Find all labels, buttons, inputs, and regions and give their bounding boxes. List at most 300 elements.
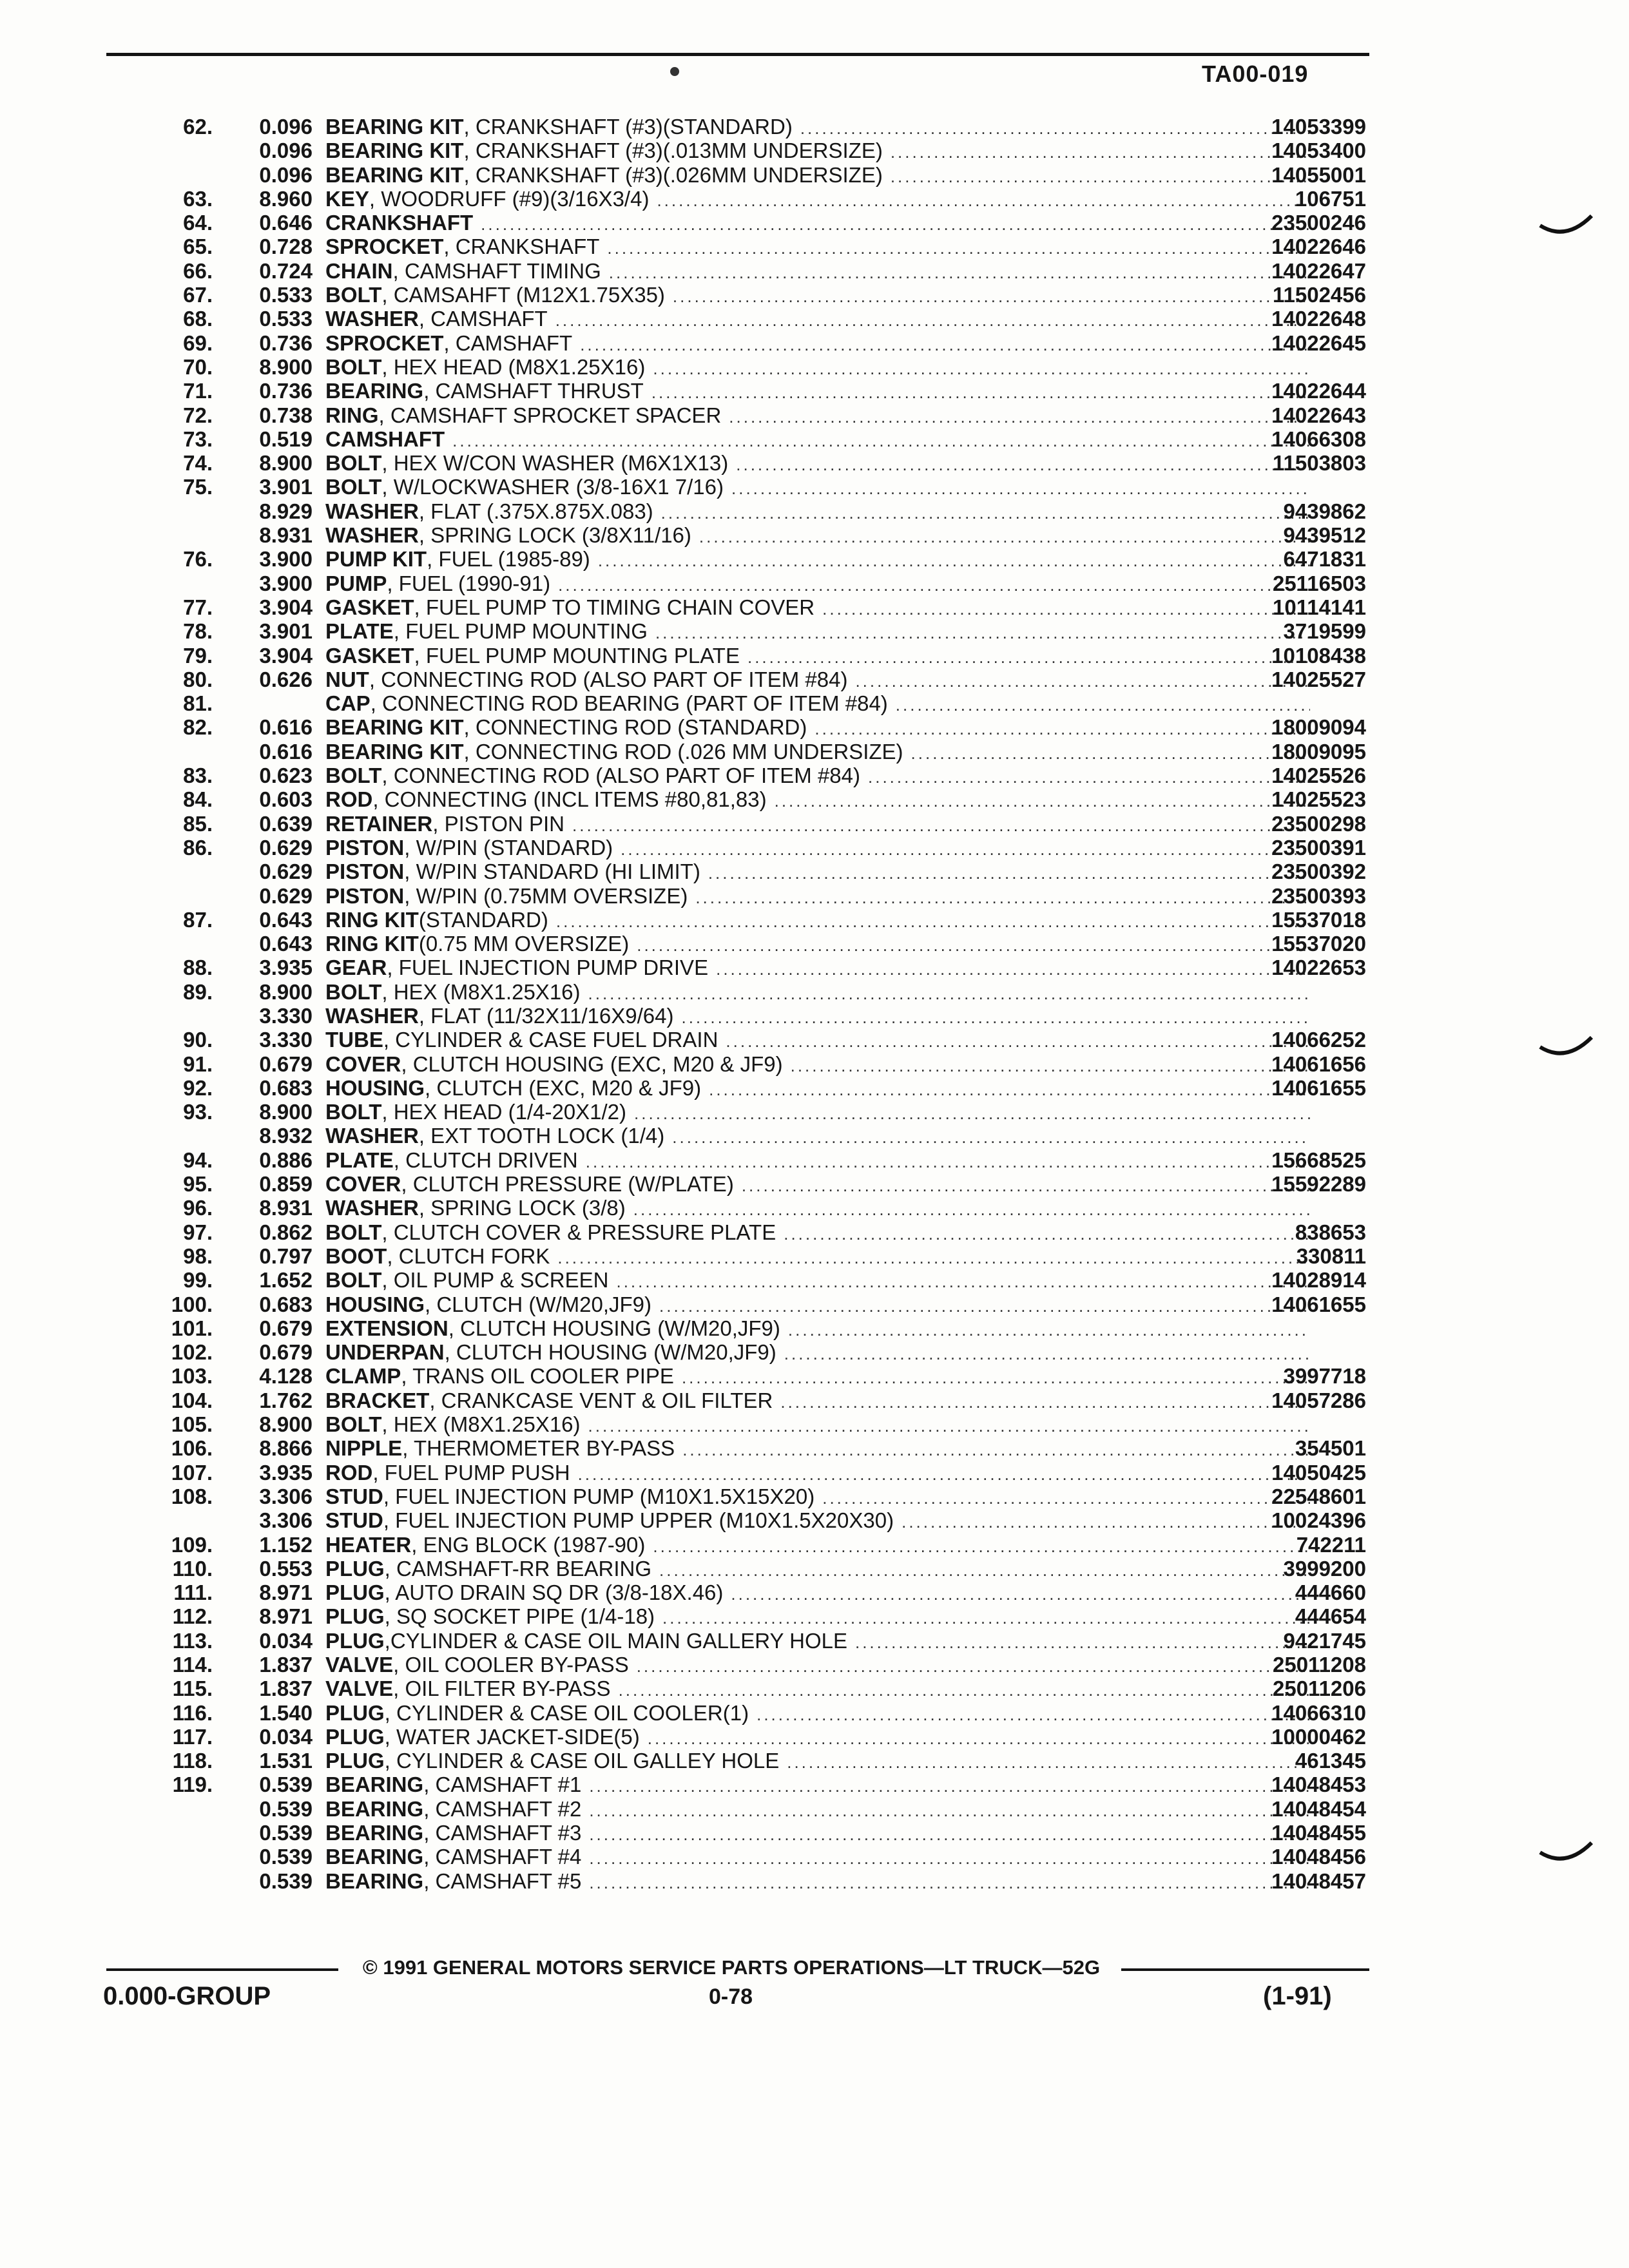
part-name: BOOT [325,1244,387,1268]
part-detail: , FLAT (11/32X11/16X9/64) [418,1003,674,1028]
table-row [103,547,1366,571]
dot-leader [648,1727,1310,1751]
part-number: 18009095 [1271,739,1366,764]
item-number: 115. [172,1677,213,1701]
group-number: 3.306 [259,1508,313,1533]
part-number: 10108438 [1271,643,1366,668]
part-detail: , CAMSHAFT TIMING [392,258,601,283]
part-number: 14066308 [1271,427,1366,451]
item-number: 91. [183,1052,213,1076]
table-row [103,1485,1366,1508]
part-name: BOLT [325,1100,382,1124]
part-name: WASHER [325,499,419,523]
item-number: 86. [183,835,213,860]
group-number: 4.128 [259,1364,313,1389]
part-description [325,1196,1318,1222]
part-description [325,1508,1318,1534]
part-description [325,1076,1318,1102]
dot-leader [736,453,1310,477]
part-name: BOLT [325,475,382,499]
part-description [325,715,1318,741]
dot-leader [555,309,1310,332]
part-number: 10114141 [1272,595,1366,619]
table-row [103,1076,1366,1100]
part-detail: (STANDARD) [418,907,548,932]
part-detail: ,CYLINDER & CASE OIL MAIN GALLERY HOLE [384,1628,847,1653]
part-detail: , FUEL PUMP MOUNTING PLATE [414,643,740,668]
part-name: BOLT [325,283,382,307]
part-name: PISTON [325,883,405,908]
table-row [103,331,1366,355]
part-description [325,619,1318,645]
table-row [103,1052,1366,1076]
table-row [103,691,1366,715]
part-detail: , CLUTCH HOUSING (W/M20,JF9) [448,1316,780,1340]
table-row [103,1316,1366,1340]
part-description [325,115,1318,140]
table-row [103,1268,1366,1292]
part-name: BOLT [325,1220,382,1244]
part-description [325,139,1318,164]
table-row [103,740,1366,764]
part-description [325,307,1318,332]
part-number: 9421745 [1283,1628,1366,1653]
part-detail: , FUEL PUMP PUSH [372,1460,570,1485]
part-name: PLUG [325,1628,385,1653]
part-number: 23500298 [1271,811,1366,836]
part-detail: , FUEL INJECTION PUMP (M10X1.5X15X20) [383,1484,815,1508]
part-number: 10000462 [1271,1724,1366,1749]
table-row [103,1389,1366,1412]
part-detail: , HEX HEAD (M8X1.25X16) [381,354,646,379]
part-name: BEARING [325,1869,424,1893]
part-number: 14022653 [1271,956,1366,980]
part-name: PLUG [325,1700,385,1725]
dot-leader [896,693,1310,717]
part-name: PLUG [325,1604,385,1629]
group-number: 0.797 [259,1244,313,1268]
table-row [103,1196,1366,1220]
dot-leader [621,838,1310,861]
dot-leader [726,1030,1310,1053]
group-number: 1.837 [259,1653,313,1677]
part-number: 3719599 [1283,619,1366,644]
group-number: 0.096 [259,162,313,187]
part-detail: , CAMSHAFT [418,307,548,331]
part-number: 23500393 [1271,883,1366,908]
part-name: COVER [325,1172,401,1196]
dot-leader [598,549,1310,573]
table-row [103,595,1366,619]
dot-leader [653,357,1310,381]
table-row [103,1604,1366,1628]
part-number: 14061655 [1271,1292,1366,1316]
part-number: 25116503 [1272,571,1366,595]
item-number: 103. [171,1364,213,1389]
item-number: 73. [183,427,213,451]
item-number: 109. [171,1532,213,1557]
dot-leader [556,910,1310,934]
part-detail: , HEX (M8X1.25X16) [381,979,581,1004]
part-description [325,1869,1318,1895]
part-number: 742211 [1296,1532,1366,1557]
part-name: WASHER [325,1196,419,1220]
dot-leader [637,1655,1310,1678]
part-detail: , FUEL PUMP TO TIMING CHAIN COVER [414,595,815,619]
part-number: 22548601 [1271,1484,1366,1508]
part-number: 444654 [1295,1604,1366,1629]
part-detail: , CLUTCH COVER & PRESSURE PLATE [381,1220,776,1244]
part-detail: , CONNECTING ROD (ALSO PART OF ITEM #84) [381,764,860,788]
part-number: 14025523 [1271,787,1366,812]
part-detail: , CYLINDER & CASE FUEL DRAIN [383,1028,718,1052]
group-number: 8.971 [259,1581,313,1605]
part-name: BOLT [325,979,382,1004]
part-name: BOLT [325,451,382,476]
part-detail: , CONNECTING ROD (ALSO PART OF ITEM #84) [369,667,848,691]
part-description [325,884,1318,910]
group-number: 0.629 [259,883,313,908]
part-number: 14025527 [1271,667,1366,691]
part-detail: , FUEL PUMP MOUNTING [393,619,648,644]
part-description [325,259,1318,285]
part-detail: , FUEL INJECTION PUMP UPPER (M10X1.5X20X30) [383,1508,894,1533]
group-number: 3.935 [259,956,313,980]
footer-rule-left [106,1968,338,1971]
part-name: CHAIN [325,258,393,283]
group-number: 0.519 [259,427,313,451]
dot-leader [788,1318,1310,1342]
part-description [325,1725,1318,1751]
part-number: 14022644 [1271,379,1366,403]
dot-leader [673,285,1310,309]
part-description [325,1148,1318,1174]
table-row [103,451,1366,475]
dot-leader [637,934,1310,957]
part-description [325,451,1318,477]
part-number: 11503803 [1272,451,1366,476]
part-number: 14048457 [1271,1869,1366,1893]
group-number: 0.539 [259,1845,313,1869]
part-name: CAMSHAFT [325,427,445,451]
item-number: 69. [183,331,213,355]
part-description [325,331,1318,357]
dot-leader [716,957,1310,981]
part-detail: , CAMSHAFT THRUST [423,379,644,403]
dot-leader [616,1270,1310,1294]
group-number: 0.533 [259,307,313,331]
part-name: PLUG [325,1581,385,1605]
table-row [103,499,1366,523]
part-detail: , CAMSHAFT #5 [423,1869,582,1893]
part-description [325,1797,1318,1823]
dot-leader [657,189,1310,213]
part-name: BEARING [325,1845,424,1869]
part-description [325,1220,1318,1246]
part-name: PLATE [325,1148,394,1172]
part-detail: , HEX HEAD (1/4-20X1/2) [381,1100,627,1124]
group-number: 3.306 [259,1484,313,1508]
part-name: BRACKET [325,1388,430,1412]
group-number: 8.900 [259,1412,313,1437]
part-detail: , CLUTCH PRESSURE (W/PLATE) [401,1172,734,1196]
group-number: 0.553 [259,1556,313,1581]
part-name: BEARING [325,379,424,403]
part-detail: , THERMOMETER BY-PASS [402,1436,675,1461]
part-name: RING KIT [325,907,419,932]
part-description [325,668,1318,693]
center-mark [670,67,679,76]
dot-leader [653,1535,1310,1559]
dot-leader [731,1582,1310,1606]
item-number: 92. [183,1075,213,1100]
item-number: 72. [183,403,213,427]
item-number: 75. [183,475,213,499]
item-number: 111. [173,1581,213,1605]
dot-leader [731,477,1310,501]
group-number: 0.679 [259,1052,313,1076]
part-description [325,1316,1318,1342]
part-detail: , CONNECTING (INCL ITEMS #80,81,83) [372,787,767,812]
group-number: 0.736 [259,379,313,403]
part-description [325,1389,1318,1414]
part-description [325,764,1318,789]
binder-hole-mark-icon [1537,1840,1595,1878]
group-number: 0.603 [259,787,313,812]
part-name: VALVE [325,1653,394,1677]
table-row [103,908,1366,932]
part-name: PISTON [325,835,405,860]
part-description [325,980,1318,1006]
group-number: 0.728 [259,235,313,259]
table-row [103,668,1366,691]
part-detail: (0.75 MM OVERSIZE) [418,932,630,956]
item-number: 104. [171,1388,213,1412]
part-description [325,1124,1318,1149]
footer-page-number: 0-78 [709,1984,753,2009]
part-detail: , W/LOCKWASHER (3/8-16X1 7/16) [381,475,724,499]
part-name: PISTON [325,860,405,884]
dot-leader [699,525,1310,549]
part-number: 23500392 [1271,860,1366,884]
part-description [325,1293,1318,1318]
part-name: PLATE [325,619,394,644]
part-description [325,691,1318,717]
dot-leader [619,1678,1310,1702]
part-number: 14022647 [1271,258,1366,283]
item-number: 81. [183,691,213,716]
part-detail: , CLUTCH FORK [387,1244,550,1268]
table-row [103,523,1366,547]
table-row [103,812,1366,836]
part-number: 14061656 [1271,1052,1366,1076]
dot-leader [800,117,1310,140]
dot-leader [709,1078,1310,1102]
part-name: PUMP [325,571,387,595]
part-description [325,836,1318,861]
table-row [103,764,1366,787]
part-name: GASKET [325,595,414,619]
part-description [325,1028,1318,1053]
item-number: 102. [171,1340,213,1365]
table-row [103,1293,1366,1316]
item-number: 101. [171,1316,213,1340]
part-number: 14028914 [1271,1268,1366,1293]
part-detail: , CRANKSHAFT (#3)(.013MM UNDERSIZE) [463,139,883,163]
part-name: BEARING KIT [325,739,464,764]
part-name: HOUSING [325,1075,425,1100]
part-description [325,1172,1318,1198]
group-number: 3.904 [259,595,313,619]
group-number: 3.330 [259,1003,313,1028]
table-row [103,1701,1366,1725]
part-name: BOLT [325,764,382,788]
part-detail: , CAMSAHFT (M12X1.75X35) [381,283,665,307]
item-number: 119. [172,1773,213,1797]
part-description [325,547,1318,573]
part-number: 14022648 [1271,307,1366,331]
part-number: 14022643 [1271,403,1366,427]
table-row [103,980,1366,1004]
part-description [325,1773,1318,1798]
group-number: 0.616 [259,715,313,740]
dot-leader [787,1751,1310,1774]
group-number: 0.629 [259,860,313,884]
item-number: 99. [183,1268,213,1293]
group-number: 3.935 [259,1460,313,1485]
part-number: 25011208 [1272,1653,1366,1677]
item-number: 84. [183,787,213,812]
item-number: 76. [183,547,213,572]
part-description [325,956,1318,981]
dot-leader [589,1847,1310,1870]
table-row [103,403,1366,427]
part-number: 444660 [1295,1581,1366,1605]
item-number: 100. [171,1292,213,1316]
group-number: 0.736 [259,331,313,355]
table-row [103,187,1366,211]
table-row [103,379,1366,403]
part-description [325,787,1318,813]
footer-date: (1-91) [1263,1982,1332,2010]
part-description [325,283,1318,309]
item-number: 105. [171,1412,213,1437]
dot-leader [634,1102,1310,1126]
dot-leader [672,1126,1310,1149]
part-description [325,1533,1318,1559]
part-description [325,1412,1318,1438]
part-detail: , OIL PUMP & SCREEN [381,1268,609,1293]
part-description [325,235,1318,260]
dot-leader [607,236,1310,260]
item-number: 71. [183,379,213,403]
group-number: 0.643 [259,932,313,956]
footer-group: 0.000-GROUP [103,1982,271,2010]
part-name: BEARING KIT [325,162,464,187]
part-description [325,163,1318,189]
part-description [325,499,1318,525]
part-detail: , HEX W/CON WASHER (M6X1X13) [381,451,729,476]
table-row [103,1725,1366,1749]
table-row [103,1340,1366,1364]
part-description [325,932,1318,957]
part-name: BEARING [325,1773,424,1797]
part-number: 3997718 [1283,1364,1366,1389]
group-number: 0.629 [259,835,313,860]
item-number: 114. [172,1653,213,1677]
item-number: 67. [183,283,213,307]
part-name: BOLT [325,1412,382,1437]
group-number: 1.540 [259,1700,313,1725]
dot-leader [589,1774,1310,1798]
part-description [325,1052,1318,1078]
part-name: GASKET [325,643,414,668]
part-detail: , CLUTCH (W/M20,JF9) [425,1292,652,1316]
group-number: 8.932 [259,1124,313,1148]
group-number: 8.900 [259,354,313,379]
dot-leader [452,429,1310,453]
table-row [103,355,1366,379]
dot-leader [588,1414,1310,1438]
dot-leader [815,717,1310,741]
dot-leader [589,1799,1310,1823]
part-detail: , FUEL INJECTION PUMP DRIVE [387,956,709,980]
group-number: 1.652 [259,1268,313,1293]
part-number: 106751 [1295,186,1366,211]
item-number: 118. [172,1749,213,1773]
table-row [103,235,1366,258]
group-number: 8.929 [259,499,313,523]
part-name: CRANKSHAFT [325,211,474,235]
part-detail: , PISTON PIN [432,811,565,836]
part-detail: , OIL COOLER BY-PASS [393,1653,629,1677]
part-number: 461345 [1295,1749,1366,1773]
part-number: 838653 [1295,1220,1366,1244]
item-number: 66. [183,258,213,283]
dot-leader [757,1703,1310,1727]
part-detail: , SPRING LOCK (3/8X11/16) [418,523,691,548]
group-number: 0.539 [259,1869,313,1893]
part-number: 25011206 [1272,1677,1366,1701]
part-name: RING KIT [325,932,419,956]
group-number: 0.738 [259,403,313,427]
table-row [103,1821,1366,1845]
part-detail: , FLAT (.375X.875X.083) [418,499,653,523]
part-detail: , CYLINDER & CASE OIL GALLEY HOLE [384,1749,780,1773]
part-detail: , EXT TOOTH LOCK (1/4) [418,1124,665,1148]
part-number: 14048453 [1271,1773,1366,1797]
group-number: 1.762 [259,1388,313,1412]
part-description [325,908,1318,934]
part-number: 14061655 [1271,1075,1366,1100]
group-number: 3.904 [259,643,313,668]
part-number: 9439512 [1283,523,1366,548]
group-number: 0.533 [259,283,313,307]
part-number: 6471831 [1283,547,1366,572]
part-detail: , SPRING LOCK (3/8) [418,1196,626,1220]
group-number: 0.539 [259,1821,313,1845]
part-number: 14050425 [1271,1460,1366,1485]
part-number: 15592289 [1271,1172,1366,1196]
item-number: 77. [183,595,213,619]
group-number: 3.330 [259,1028,313,1052]
part-number: 11502456 [1272,283,1366,307]
part-number: 14048456 [1271,1845,1366,1869]
group-number: 0.096 [259,115,313,139]
part-description [325,187,1318,213]
dot-leader [775,789,1310,813]
item-number: 78. [183,619,213,644]
